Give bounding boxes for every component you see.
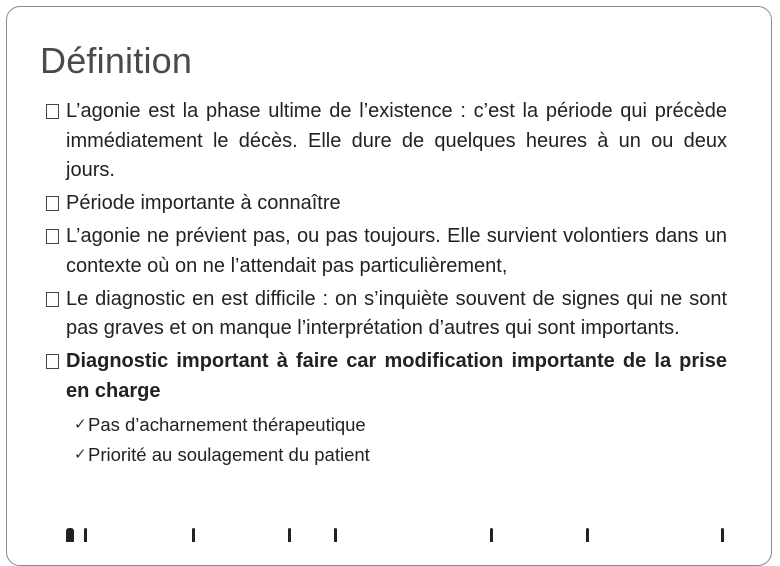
bullet-box-icon [46,196,59,211]
bullet-box-icon [46,292,59,307]
bullet-text: Le diagnostic en est difficile : on s’inquiète souvent de signes qui ne sont pas graves et on manque l’interprétation d’autres qui sont importants. [66,287,727,339]
bullet-box-icon [46,104,59,119]
bullet-text: Diagnostic important à faire car modification importante de la prise en charge [66,350,727,402]
bullet-box-icon [46,354,59,369]
bullet-item [46,189,727,219]
bullet-item [46,97,727,186]
bullet-text: Période importante à connaître [66,192,341,214]
bullet-box-icon [46,229,59,244]
bullet-item [46,222,727,281]
checkmark-icon: ✓ [74,445,87,463]
slide-content [46,97,727,470]
bullet-item-emphasis [46,347,727,406]
bullet-text: L’agonie est la phase ultime de l’existence : c’est la période qui précède immédiatement le décès. Elle dure de quelques heures à un ou deux jours. [66,100,727,181]
sub-bullet-item [46,410,727,440]
checkmark-icon: ✓ [74,415,87,433]
sub-bullet-item [46,440,727,470]
sub-bullet-text: Pas d’acharnement thérapeutique [88,413,366,435]
bullet-item [46,285,727,344]
bullet-text: L’agonie ne prévient pas, ou pas toujours. Elle survient volontiers dans un contexte où on ne l’attendait pas particulièrement, [66,225,727,277]
sub-bullet-text: Priorité au soulagement du patient [88,443,370,465]
slide-title: Définition [40,40,193,81]
